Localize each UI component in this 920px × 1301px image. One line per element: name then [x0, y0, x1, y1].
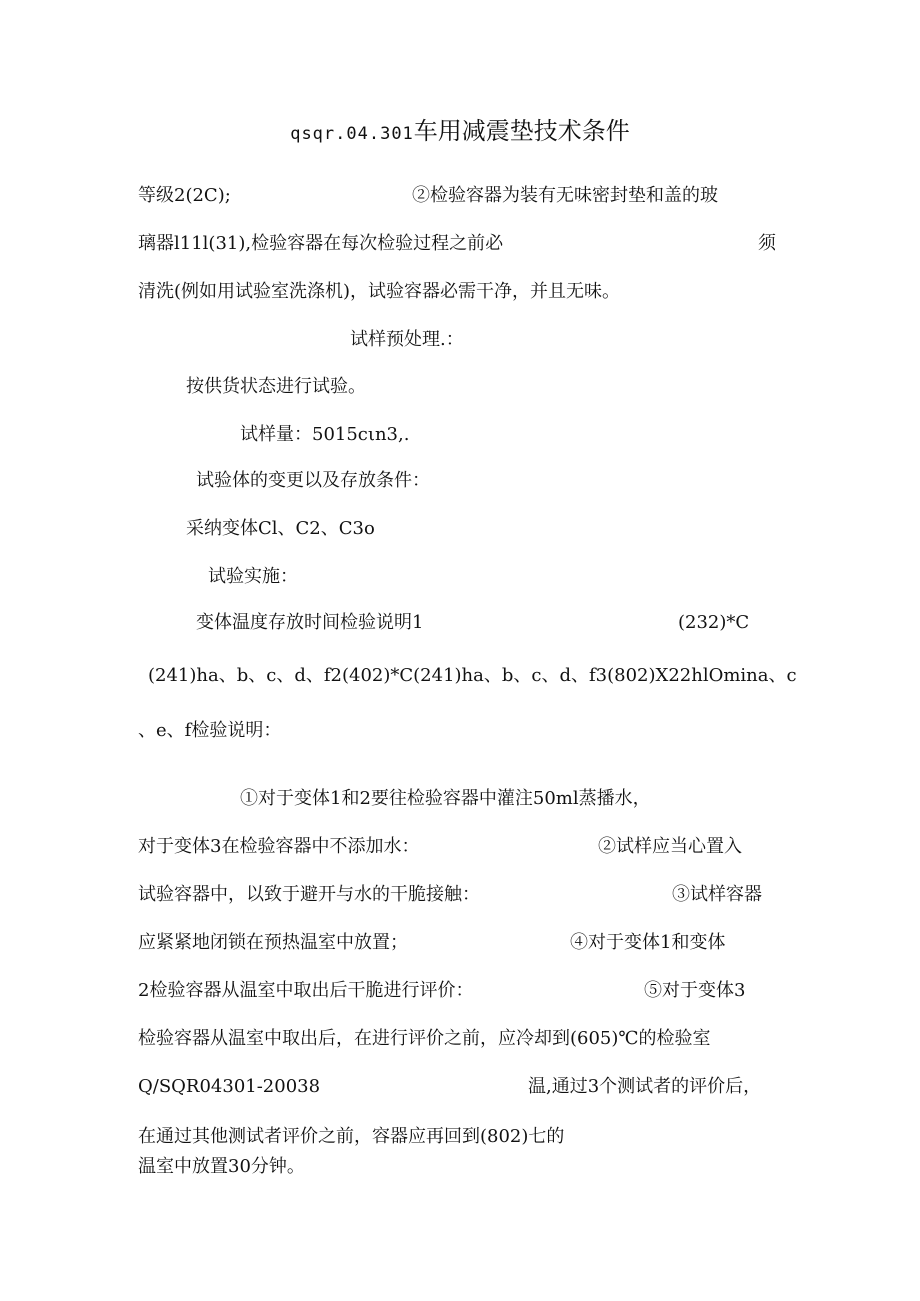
text-line: 变体温度存放时间检验说明1 [196, 612, 424, 633]
text-line: 对于变体3在检验容器中不添加水： [138, 836, 420, 857]
text-line: 等级2(2C); [138, 185, 231, 206]
text-line: 按供货状态进行试验。 [186, 376, 366, 397]
text-line: 采纳变体Cl、C2、C3o [186, 518, 375, 539]
text-line: 试样量：5015cιn3,. [240, 424, 410, 445]
section-heading: 试验实施： [208, 566, 298, 587]
text-line: (241)ha、b、c、d、f2(402)*C(241)ha、b、c、d、f3(802)X22hlOmina、c [148, 665, 797, 686]
text-line: 温室中放置30分钟。 [138, 1156, 305, 1177]
section-heading: 试样预处理.： [350, 329, 464, 350]
text-line: 璃器l11l(31),检验容器在每次检验过程之前必 [138, 233, 504, 254]
document-code: Q/SQR04301-20038 [138, 1076, 321, 1097]
text-line: 在通过其他测试者评价之前，容器应再回到(802)七的 [138, 1126, 565, 1147]
text-line: 2检验容器从温室中取出后干脆进行评价： [138, 980, 474, 1001]
title-text: 车用减震垫技术条件 [413, 117, 630, 145]
text-line: ①对于变体1和2要往检验容器中灌注50ml蒸播水， [240, 788, 651, 809]
page-title [0, 116, 920, 149]
text-line: ②检验容器为装有无味密封垫和盖的玻 [412, 185, 718, 206]
title-code: qsqr.04.301 [290, 124, 414, 144]
text-line: 试验容器中，以致于避开与水的干脆接触： [138, 884, 480, 905]
text-line: (232)*C [678, 612, 750, 633]
text-line: ②试样应当心置入 [598, 836, 742, 857]
text-line: 清洗(例如用试验室洗涤机)，试验容器必需干净，并且无味。 [138, 281, 621, 302]
text-line: 须 [758, 233, 776, 254]
text-line: ④对于变体1和变体 [570, 932, 726, 953]
text-line: ③试样容器 [672, 884, 762, 905]
text-line: 检验容器从温室中取出后，在进行评价之前，应冷却到(605)℃的检验室 [138, 1028, 711, 1049]
text-line: 温,通过3个测试者的评价后， [528, 1076, 762, 1097]
section-heading: 试验体的变更以及存放条件： [196, 470, 430, 491]
text-line: 应紧紧地闭锁在预热温室中放置； [138, 932, 408, 953]
section-heading: 、e、f检验说明： [138, 720, 282, 741]
text-line: ⑤对于变体3 [644, 980, 746, 1001]
